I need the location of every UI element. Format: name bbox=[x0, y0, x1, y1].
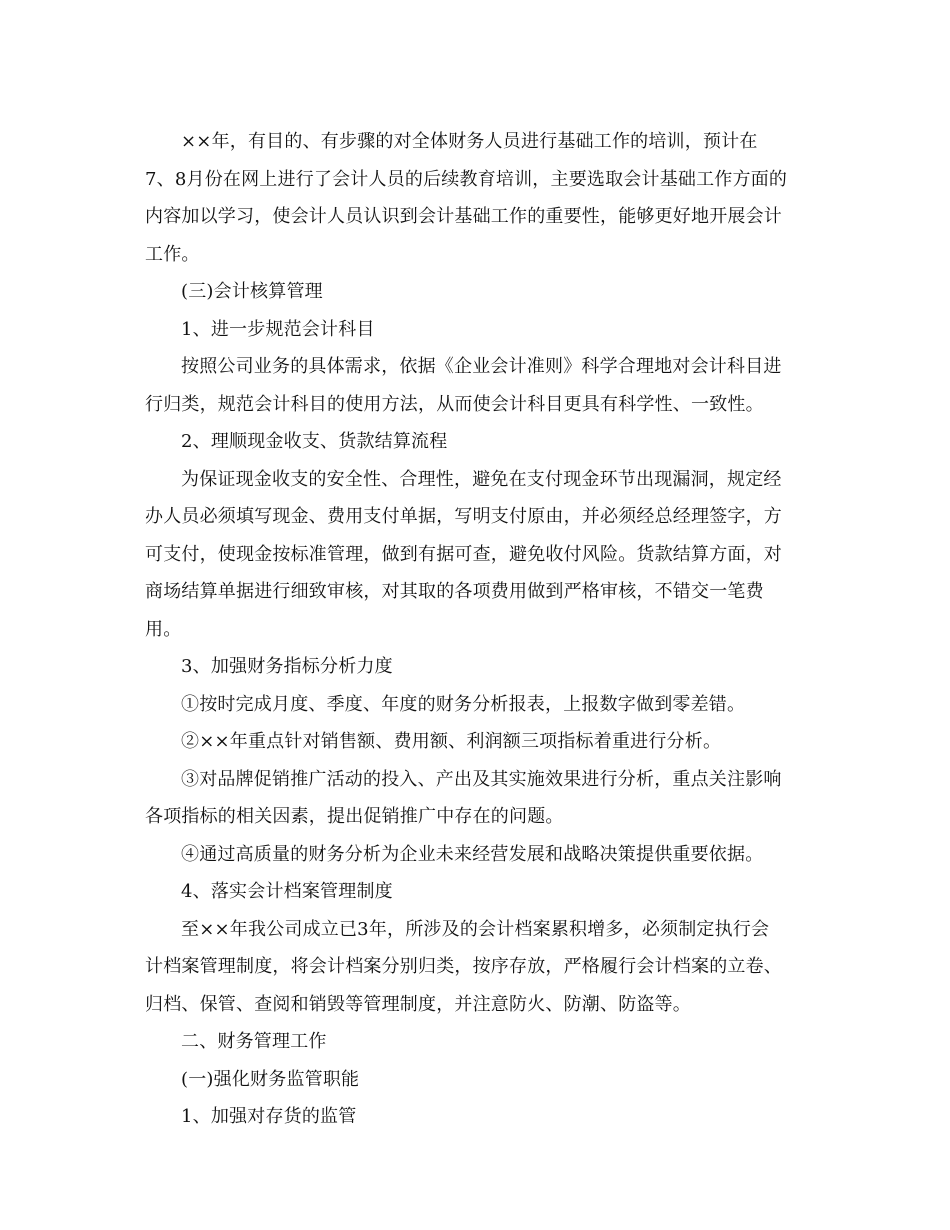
text-line: ①按时完成月度、季度、年度的财务分析报表，上报数字做到零差错。 bbox=[181, 693, 746, 715]
text-line: 2、理顺现金收支、货款结算流程 bbox=[181, 431, 448, 452]
text-line: 办人员必须填写现金、费用支付单据，写明支付原由，并必须经总经理签字，方 bbox=[145, 506, 782, 527]
text-line: 计档案管理制度，将会计档案分别归类，按序存放，严格履行会计档案的立卷、 bbox=[145, 956, 782, 977]
text-line: ②××年重点针对销售额、费用额、利润额三项指标着重进行分析。 bbox=[181, 731, 722, 752]
text-line: ××年，有目的、有步骤的对全体财务人员进行基础工作的培训，预计在 bbox=[181, 131, 758, 152]
text-line: 可支付，使现金按标准管理，做到有据可查，避免收付风险。货款结算方面，对 bbox=[145, 543, 782, 565]
text-line: 商场结算单据进行细致审核，对其取的各项费用做到严格审核，不错交一笔费 bbox=[145, 581, 764, 602]
text-line: ④通过高质量的财务分析为企业未来经营发展和战略决策提供重要依据。 bbox=[181, 843, 764, 865]
text-line: 二、财务管理工作 bbox=[181, 1031, 327, 1052]
text-line: 为保证现金收支的安全性、合理性，避免在支付现金环节出现漏洞，规定经 bbox=[181, 468, 782, 490]
text-line: 7、8月份在网上进行了会计人员的后续教育培训，主要选取会计基础工作方面的 bbox=[145, 168, 788, 190]
text-line: 1、加强对存货的监管 bbox=[181, 1106, 357, 1127]
text-line: 至××年我公司成立已3年，所涉及的会计档案累积增多，必须制定执行会 bbox=[181, 918, 770, 940]
document-body bbox=[145, 123, 805, 1136]
text-line: 按照公司业务的具体需求，依据《企业会计准则》科学合理地对会计科目进 bbox=[181, 356, 782, 377]
text-line: 归档、保管、查阅和销毁等管理制度，并注意防火、防潮、防盗等。 bbox=[145, 993, 691, 1015]
text-line: 4、落实会计档案管理制度 bbox=[181, 881, 393, 902]
text-line: 各项指标的相关因素，提出促销推广中存在的问题。 bbox=[145, 806, 564, 827]
text-line: 工作。 bbox=[145, 243, 200, 265]
text-line: 行归类，规范会计科目的使用方法，从而使会计科目更具有科学性、一致性。 bbox=[145, 393, 764, 415]
text-line: ③对品牌促销推广活动的投入、产出及其实施效果进行分析，重点关注影响 bbox=[181, 768, 782, 790]
text-line: 3、加强财务指标分析力度 bbox=[181, 656, 393, 677]
text-line: 用。 bbox=[145, 618, 182, 640]
text-line: (一)强化财务监管职能 bbox=[181, 1068, 360, 1090]
text-line: 1、进一步规范会计科目 bbox=[181, 318, 375, 340]
text-line: (三)会计核算管理 bbox=[181, 281, 323, 302]
text-line: 内容加以学习，使会计人员认识到会计基础工作的重要性，能够更好地开展会计 bbox=[145, 206, 782, 227]
